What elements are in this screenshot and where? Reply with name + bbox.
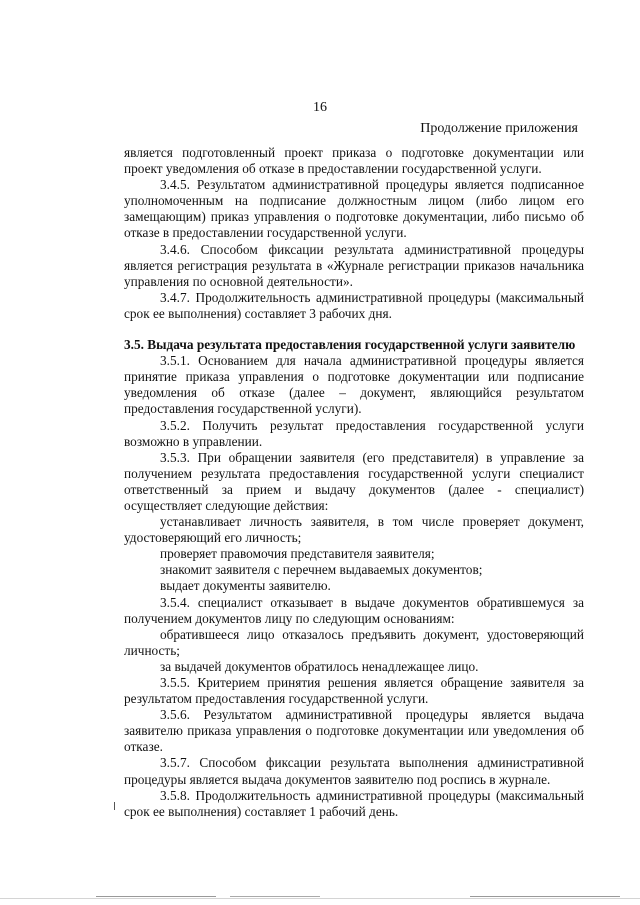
paragraph: 3.4.6. Способом фиксации результата административной процедуры является регистрация результата в «Журнале регистрации приказов начальника управления по основной деятельности». — [124, 241, 584, 289]
page-number: 16 — [313, 100, 327, 115]
paragraph: является подготовленный проект приказа о подготовке документации или проект уведомления об отказе в предоставлении государственной услуги. — [124, 145, 584, 177]
list-item: обратившееся лицо отказалось предъявить документ, удостоверяющий личность; — [124, 626, 584, 658]
scan-artifact — [0, 898, 640, 899]
list-item: выдает документы заявителю. — [160, 578, 331, 594]
document-body — [124, 145, 584, 820]
scan-artifact — [96, 896, 216, 897]
paragraph: 3.5.4. специалист отказывает в выдаче документов обратившемуся за получением документов лицу по следующим основаниям: — [124, 594, 584, 626]
paragraph: 3.5.6. Результатом административной процедуры является выдача заявителю приказа управления о подготовке документации или уведомления об отказе. — [124, 707, 584, 755]
list-item: устанавливает личность заявителя, в том числе проверяет документ, удостоверяющий его личность; — [124, 514, 584, 546]
paragraph: 3.5.3. При обращении заявителя (его представителя) в управление за получением результата предоставления государственной услуги специалист ответственный за прием и выдачу документов (далее - специалист) осуществляет следующие действия: — [124, 449, 584, 513]
paragraph: 3.4.7. Продолжительность административной процедуры (максимальный срок ее выполнения) составляет 3 рабочих дня. — [124, 289, 584, 321]
paragraph: 3.5.2. Получить результат предоставления государственной услуги возможно в управлении. — [124, 417, 584, 449]
scan-artifact — [470, 896, 620, 897]
paragraph: 3.5.7. Способом фиксации результата выполнения административной процедуры является выдача документов заявителю под роспись в журнале. — [124, 755, 584, 787]
scan-artifact — [114, 802, 115, 810]
paragraph: 3.5.5. Критерием принятия решения является обращение заявителя за результатом предоставления государственной услуги. — [124, 675, 584, 707]
continuation-label: Продолжение приложения — [420, 121, 578, 136]
paragraph: 3.5.1. Основанием для начала административной процедуры является принятие приказа управления о подготовке документации или подписание уведомления об отказе (далее – документ, являющийся результатом предоставления государственной услуги). — [124, 353, 584, 417]
list-item: проверяет правомочия представителя заявителя; — [160, 546, 435, 562]
list-item: знакомит заявителя с перечнем выдаваемых документов; — [160, 562, 483, 578]
list-item: за выдачей документов обратилось ненадлежащее лицо. — [160, 658, 479, 674]
paragraph: 3.5.8. Продолжительность административной процедуры (максимальный срок ее выполнения) составляет 1 рабочий день. — [124, 787, 584, 819]
scan-artifact — [230, 896, 320, 897]
section-heading: 3.5. Выдача результата предоставления государственной услуги заявителю — [124, 337, 576, 353]
paragraph: 3.4.5. Результатом административной процедуры является подписанное уполномоченным на подписание должностным лицом (либо лицом его замещающим) приказ управления о подготовке документации, либо письмо об отказе в предоставлении государственной услуги. — [124, 177, 584, 241]
